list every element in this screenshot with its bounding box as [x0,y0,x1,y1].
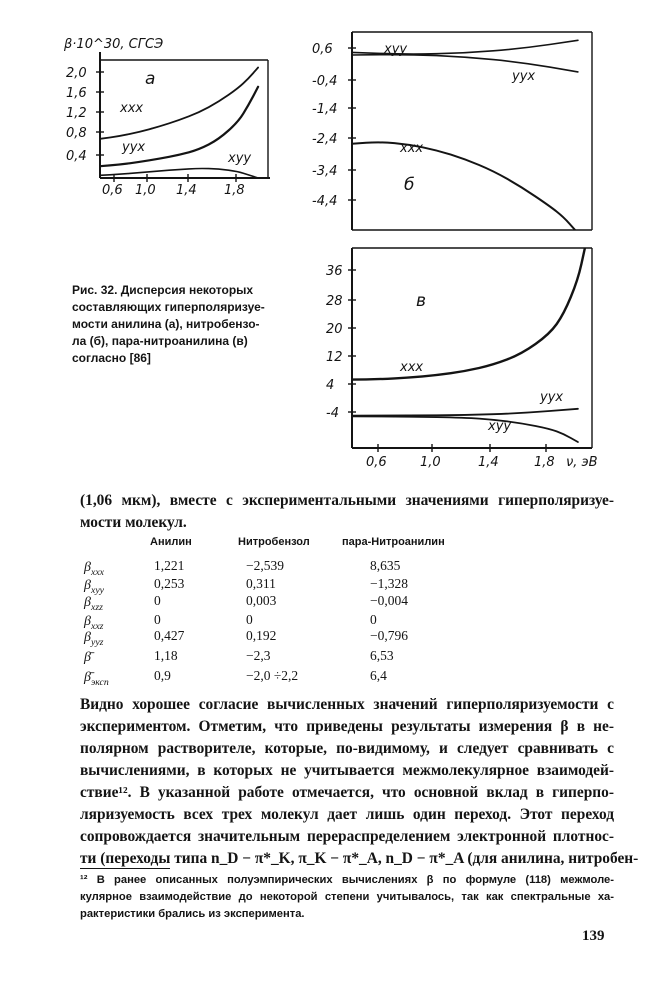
table-cell: 0,427 [154,628,185,643]
row-label: $\beta_{xzz}$ [84,595,103,613]
series-line-xxx-b [352,142,575,230]
series-label-yyx-b: yyx [512,69,536,84]
col-header-pna: пара-Нитроанилин [342,536,445,548]
footnote-line: ¹² В ранее описанных полуэмпирических вычислениях β по формуле (118) межмоле- [80,874,614,886]
row-label: $\beta_{xxx}$ [84,560,105,578]
row-label: $\beta_{xyy}$ [84,578,105,596]
series-label-xyy-b: xyy [384,42,408,57]
series-label-xxx-c: xxx [400,360,424,375]
table-cell: 0,192 [246,628,277,643]
text-line: Видно хорошее согласие вычисленных значений гиперполяризуемости с [80,696,614,713]
text-line: экспериментом. Отметим, что приведены результаты измерения β в не- [80,718,614,735]
x-tick-label: 1,4 [478,455,499,470]
y-tick-label: 20 [326,322,343,337]
table-cell: −0,796 [370,628,408,643]
text-line: мости молекул. [80,514,187,531]
panel-b-letter: б [404,175,415,195]
row-label: $\beta_{yyz}$ [84,630,104,648]
table-cell: 1,221 [154,558,185,573]
series-label-xxx: xxx [120,101,144,116]
caption-line: согласно [86] [72,351,151,365]
table-cell: 1,18 [154,648,178,663]
paragraph-2 [80,694,639,870]
text-line: сопровождается значительным перераспределением электронной плотнос- [80,828,614,845]
panel-c-letter: в [416,291,427,311]
table-cell: 8,635 [370,558,401,573]
series-label-yyx-c: yyx [540,390,564,405]
table-cell: 6,53 [370,648,394,663]
x-tick-label: 1,0 [420,455,441,470]
table-cell: −2,0 ÷2,2 [246,668,299,683]
caption-line: Рис. 32. Дисперсия некоторых [72,283,254,297]
table-cell: 0,9 [154,668,171,683]
panel-a-letter: а [145,69,156,89]
y-tick-label: 0,8 [66,126,87,141]
text-line: вычислениями, в которых не учитывается межмолекулярное взаимодей- [80,762,614,779]
y-tick-label: 12 [326,350,343,365]
figure-32 [0,0,648,470]
paragraph-1 [80,490,614,534]
table-cell: −2,539 [246,558,284,573]
x-tick-label: 1,4 [176,183,197,198]
row-label: $\beta_{xxz}$ [84,614,104,632]
col-header-aniline: Анилин [150,536,192,548]
text-line: ствие¹². В указанной работе отмечается, что основной вклад в гиперпо- [80,784,614,801]
panel-a-ylabel: β·10^30, СГСЭ [64,37,164,52]
panel-c-xlabel: ν, эВ [566,455,598,470]
x-tick-label: 1,8 [224,183,245,198]
hyperpolarizability-table [80,536,600,686]
panel-a [63,37,270,198]
series-line-yyx-b [352,55,578,72]
y-tick-label: 2,0 [66,66,87,81]
text-line: ти (переходы типа n_D − π*_K, π_K − π*_A, n_D − π*_A (для анилина, нитробен- [80,850,639,867]
text-line: (1,06 мкм), вместе с экспериментальными значениями гиперполяризуе- [80,492,614,509]
panel-b [312,32,592,230]
row-label: β̄ [84,650,91,665]
y-tick-label: -3,4 [312,164,338,179]
y-tick-label: 36 [326,264,343,279]
table-cell: 0 [370,612,377,627]
table-cell: −2,3 [246,648,271,663]
figure-caption [72,282,282,367]
caption-line: составляющих гиперполяризуе- [72,300,265,314]
col-header-nitrobenzene: Нитробензол [238,536,310,548]
y-tick-label: 0,4 [66,149,87,164]
y-tick-label: 28 [326,294,343,309]
series-line-xyy-c [352,416,578,442]
x-tick-label: 1,0 [135,183,156,198]
footnote-rule [80,868,170,869]
table-cell: 0,003 [246,593,277,608]
y-tick-label: 1,2 [66,106,87,121]
table-cell: 0 [154,612,161,627]
y-tick-label: -2,4 [312,132,338,147]
caption-line: ла (б), пара-нитроанилина (в) [72,334,248,348]
y-tick-label: -1,4 [312,102,338,117]
series-line-xxx-c [352,248,585,380]
series-label-yyx: yyx [122,140,146,155]
table-cell: 6,4 [370,668,387,683]
footnote-line: кулярное взаимодействие до некоторой степени учитывалось, так как спектральные ха- [80,891,614,903]
y-tick-label: 1,6 [66,86,87,101]
y-tick-label: -0,4 [312,74,338,89]
x-tick-label: 0,6 [102,183,123,198]
table-cell: 0 [154,593,161,608]
y-tick-label: -4 [326,406,339,421]
panel-c [326,248,598,470]
y-tick-label: -4,4 [312,194,338,209]
series-label-xyy-c: xyy [488,419,512,434]
series-label-xxx-b: xxx [400,141,424,156]
footnote-line: рактеристики брались из эксперимента. [80,908,305,920]
series-line-yyx-c [352,409,578,416]
table-cell: 0,311 [246,576,276,591]
y-tick-label: 4 [326,378,335,393]
row-label: $\betā_{эксп}$ [84,670,109,688]
table-cell: −0,004 [370,593,408,608]
caption-line: мости анилина (а), нитробензо- [72,317,260,331]
page-number: 139 [582,928,605,944]
table-cell: 0 [246,612,253,627]
footnote [80,872,614,923]
y-tick-label: 0,6 [312,42,333,57]
table-cell: −1,328 [370,576,408,591]
text-line: ляризуемость всех трех молекул дает лишь один переход. Этот переход [80,806,614,823]
series-label-xyy: xyy [228,151,252,166]
table-cell: 0,253 [154,576,185,591]
series-line-xyy-a [100,169,258,179]
text-line: полярном растворителе, которые, по-видимому, и следует сравнивать с [80,740,614,757]
x-tick-label: 0,6 [366,455,387,470]
x-tick-label: 1,8 [534,455,555,470]
